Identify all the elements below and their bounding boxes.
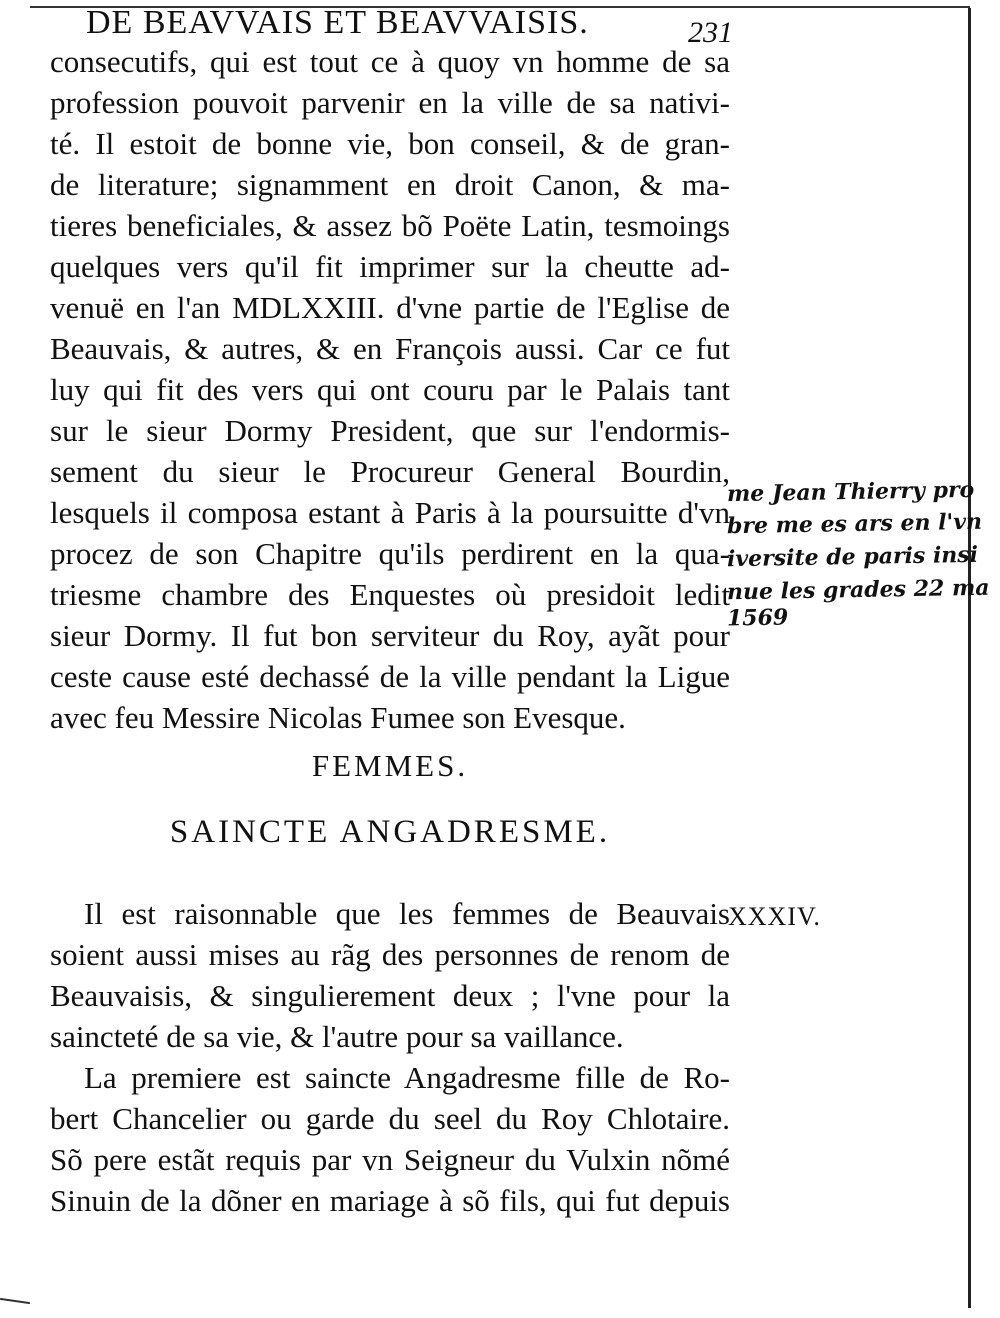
handwritten-note-line: bre me es ars en l'vn	[726, 508, 983, 540]
body-line: tieres beneficiales, & assez bõ Poëte Latin, tesmoings	[50, 208, 730, 243]
section-heading: FEMMES.	[311, 748, 469, 783]
body-line: lesquels il composa estant à Paris à la poursuitte d'vn	[50, 495, 730, 530]
section-line: soient aussi mises au rãg des personnes de renom de	[50, 937, 730, 972]
body-line: consecutifs, qui est tout ce à quoy vn homme de sa	[50, 44, 730, 79]
section-line: La premiere est saincte Angadresme fille de Ro-	[84, 1060, 730, 1095]
body-line: quelques vers qu'il fit imprimer sur la cheutte ad-	[50, 249, 730, 284]
body-line: té. Il estoit de bonne vie, bon conseil, & de gran-	[50, 126, 730, 161]
body-line: sur le sieur Dormy President, que sur l'endormis-	[50, 413, 730, 448]
body-line: sement du sieur le Procureur General Bourdin,	[50, 454, 730, 489]
subsection-heading: SAINCTE ANGADRESME.	[169, 814, 611, 850]
body-line: luy qui fit des vers qui ont couru par le Palais tant	[50, 372, 730, 407]
section-line: Sõ pere estãt requis par vn Seigneur du Vulxin nõmé	[50, 1142, 730, 1177]
section-line: Sinuin de la dõner en mariage à sõ fils, qui fut depuis	[50, 1183, 730, 1218]
body-line: de literature; signamment en droit Canon, & ma-	[50, 167, 730, 202]
body-line: triesme chambre des Enquestes où presidoit ledit	[50, 577, 730, 612]
page-number: 231	[688, 16, 733, 49]
body-line: sieur Dormy. Il fut bon serviteur du Roy, ayãt pour	[50, 618, 730, 653]
margin-number: XXXIV.	[728, 902, 821, 931]
handwritten-note-line: iversite de paris insi	[726, 541, 979, 573]
running-title: DE BEAVVAIS ET BEAVVAISIS.	[86, 4, 589, 41]
body-line: avec feu Messire Nicolas Fumee son Evesque.	[50, 700, 626, 735]
handwritten-note-line: nue les grades 22 ma	[726, 574, 990, 606]
body-line: ceste cause esté dechassé de la ville pendant la Ligue	[50, 659, 730, 694]
body-line: profession pouvoit parvenir en la ville de sa nativi-	[50, 85, 730, 120]
section-line: Il est raisonnable que les femmes de Beauvais	[84, 896, 730, 931]
handwritten-note-line: 1569	[726, 604, 789, 632]
section-line: bert Chancelier ou garde du seel du Roy Chlotaire.	[50, 1101, 730, 1136]
page-right-edge	[968, 8, 979, 1308]
section-line: Beauvaisis, & singulierement deux ; l'vne pour la	[50, 978, 730, 1013]
body-line: venuë en l'an MDLXXIII. d'vne partie de l'Eglise de	[50, 290, 730, 325]
section-line: saincteté de sa vie, & l'autre pour sa vaillance.	[50, 1019, 624, 1054]
handwritten-note-line: me Jean Thierry pro	[726, 476, 975, 508]
page-corner-mark	[0, 1298, 30, 1304]
body-line: Beauvais, & autres, & en François aussi. Car ce fut	[50, 331, 730, 366]
body-line: procez de son Chapitre qu'ils perdirent en la qua-	[50, 536, 730, 571]
